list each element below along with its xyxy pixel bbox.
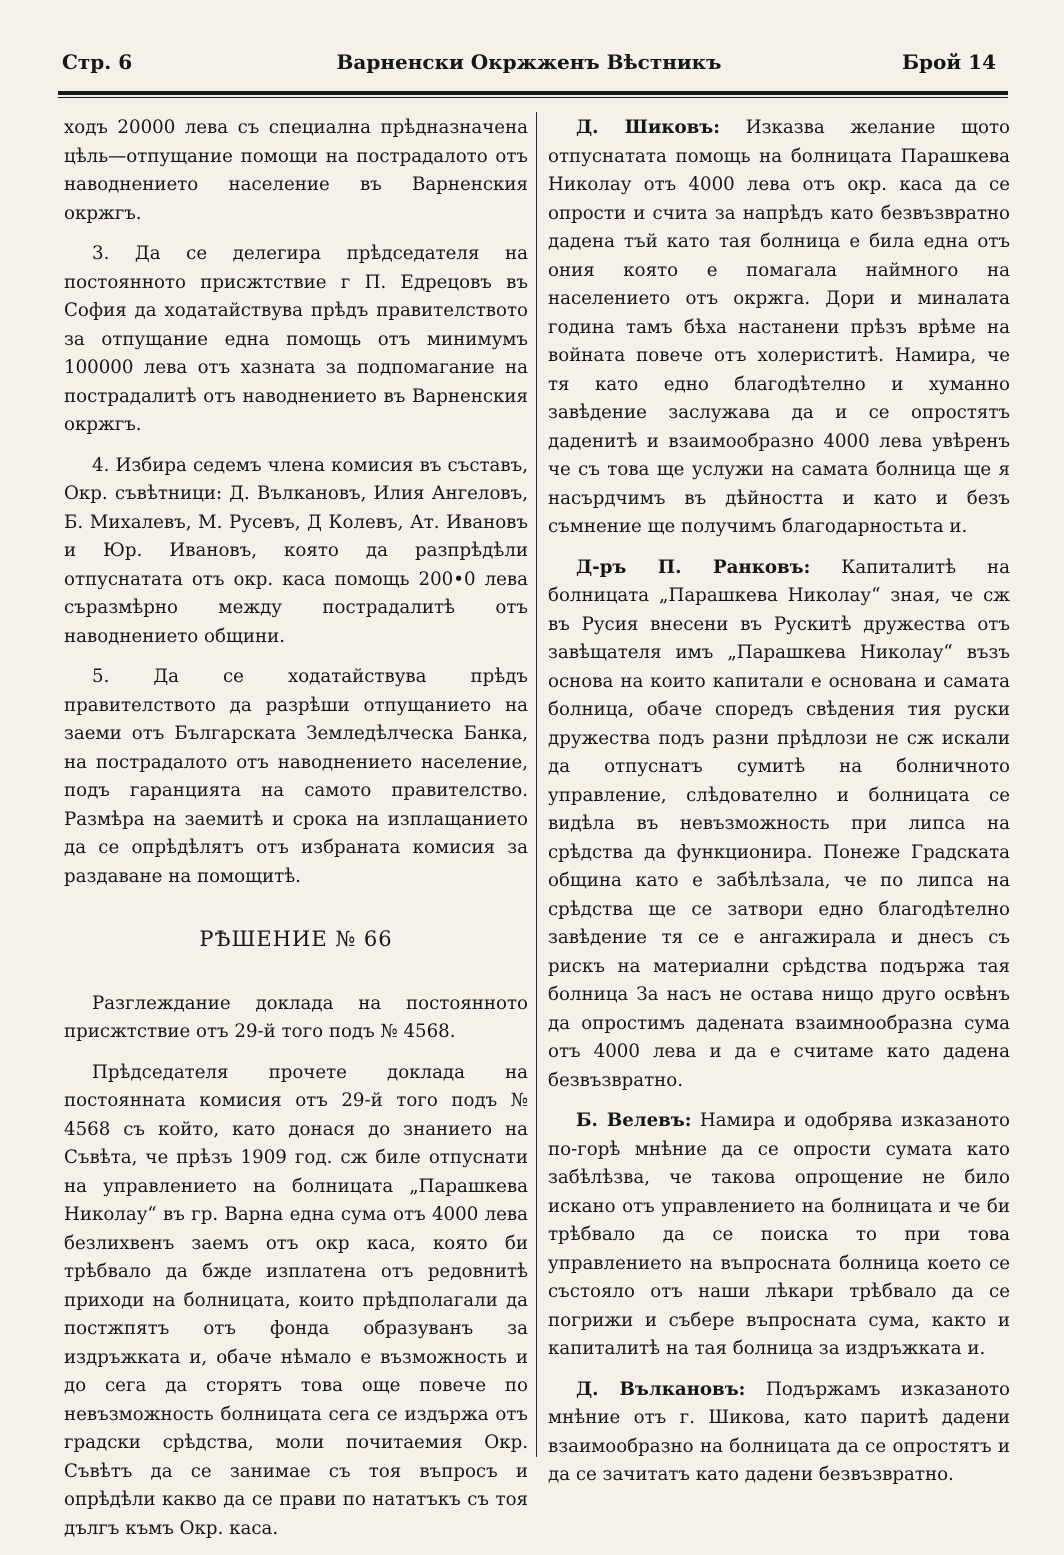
left-paragraph-6: Прѣдседателя прочете доклада на постоянната комисия отъ 29-й того подъ № 4568 съ който, като донася до знанието на Съвѣта, че прѣзъ 1909 год. сж биле отпуснати на управлението на болницата „Парашкева Николау“ въ гр. Варна една сума отъ 4000 лева безлихвенъ заемъ отъ окр каса, която би трѣбвало да бжде изплатена отъ редовнитѣ приходи на болницата, които прѣдполагали да постжпятъ отъ фонда образуванъ за издръжката и, обаче нѣмало е възможность и до сега да сторятъ това още повече по невъзможность болницата сега се издържа отъ градски срѣдства, моли почитаемия Окр. Съвѣтъ да се занимае съ тоя въпросъ и опрѣдѣли какво да се прави по нататъкъ съ тоя дългъ къмъ Окр. каса. bbox=[64, 1061, 528, 1539]
left-paragraph-3: 4. Избира седемъ члена комисия въ съставъ, Окр. съвѣтници: Д. Вълкановъ, Илия Ангеловъ, Б. Михалевъ, М. Русевъ, Д Колевъ, Ат. Ивановъ и Юр. Ивановъ, която да разпрѣдѣли отпуснатата отъ окр. каса помощь 200•0 лева съразмѣрно между пострадалитѣ отъ наводнението общини. bbox=[64, 454, 528, 647]
newspaper-title: Варненски Окржженъ Вѣстникъ bbox=[336, 50, 722, 74]
left-paragraph-2: 3. Да се делегира прѣдседателя на постоянното присжтствие г П. Едрецовъ въ София да ходатайствува прѣдъ правителството за отпущание една помощь отъ минимумъ 100000 лева отъ хазната за подпомагание на пострадалитѣ отъ наводнението въ Варненския окржгъ. bbox=[64, 243, 528, 435]
right-paragraph-4 bbox=[548, 1376, 1010, 1490]
left-paragraph-1: ходъ 20000 лева съ специална прѣдназначена цѣль—отпущание помощи на пострадалото отъ наводнението население въ Варненския окржгъ. bbox=[64, 117, 528, 224]
issue-number: Брой 14 bbox=[901, 50, 996, 74]
speaker-name: Д. Шиковъ: bbox=[576, 117, 720, 138]
left-paragraph-4: 5. Да се ходатайствува прѣдъ правителството да разрѣши отпущанието на заеми отъ Българската Земледѣлческа Банка, на пострадалото отъ наводнението население, подъ гаранцията на самото правителство. Размѣра на заемитѣ и срока на изплащанието да се опрѣдѣлятъ отъ избраната комисия за раздаване на помощитѣ. bbox=[64, 666, 528, 887]
header-rule-thin bbox=[58, 97, 1008, 98]
speaker-name: Б. Велевъ: bbox=[576, 1110, 692, 1131]
right-paragraph-3 bbox=[548, 1107, 1010, 1364]
column-divider bbox=[536, 112, 537, 1457]
page-header bbox=[58, 48, 1000, 88]
header-rule-thick bbox=[58, 91, 1008, 95]
right-paragraph-2 bbox=[548, 554, 1010, 1096]
left-column bbox=[64, 114, 528, 1555]
speech-text: Подържамъ изказаното мнѣние отъ г. Шикова, като паритѣ дадени взаимообразно на болницата да се опростятъ и да се зачитатъ като дадени безвъзвратно. bbox=[548, 1378, 1010, 1485]
resolution-heading: РѢШЕНИЕ № 66 bbox=[199, 927, 393, 951]
right-paragraph-1 bbox=[548, 114, 1010, 542]
speaker-name: Д. Вълкановъ: bbox=[576, 1378, 746, 1400]
page-number: Стр. 6 bbox=[62, 50, 133, 74]
left-paragraph-5: Разглеждание доклада на постоянното присжтствие отъ 29-й того подъ № 4568. bbox=[64, 992, 528, 1042]
speech-text: Намира и одобрява изказаното по-горѣ мнѣние да се опрости сумата като забѣлѣзва, че такова опрощение не било искано отъ управлението на болницата и че би трѣбвало да се поиска то при това управлението на въпросната болница което се състояло отъ наши лѣкари трѣбвало да се погрижи и събере въпросната сума, както и капиталитѣ на тая болница за издръжката и. bbox=[548, 1110, 1010, 1359]
speaker-name: Д-ръ П. Ранковъ: bbox=[576, 556, 811, 578]
speech-text: Изказва желание щото отпуснатата помощь на болницата Парашкева Николау отъ 4000 лева отъ окр. каса да се опрости и счита за напрѣдъ като безвъзвратно дадена тъй като тая болница е била една отъ ония която е помагала наймного на населението отъ окржга. Дори и миналата година тамъ бѣха настанени прѣзъ врѣме на войната повече отъ холериститѣ. Намира, че тя като едно благодѣтелно и хуманно завѣдение заслужава да и се опростятъ даденитѣ и взаимообразно 4000 лева увѣренъ че съ това ще услужи на самата болница ще я насърдчимъ въ дѣйността и като и безъ съмнение ще получимъ благодарностьта и. bbox=[548, 117, 1010, 537]
speech-text: Капиталитѣ на болницата „Парашкева Николау“ зная, че сж въ Русия внесени въ Рускитѣ дружества отъ завѣщателя имъ „Парашкева Николау“ възъ основа на които капитали е основана и самата болница, обаче споредъ свѣдения тия руски дружества подъ разни прѣдлози не сж искали да отпуснатъ сумитѣ на болничното управление, слѣдователно и болницата се видѣла въ невъзможность при липса на срѣдства да функционира. Понеже Градската община като е забѣлѣзала, че по липса на срѣдства ще се затвори едно благодѣтелно завѣдение тя се е ангажирала и днесъ съ рискъ на материални срѣдства подържа тая болница За насъ не остава нищо друго освѣнъ да опростимъ дадената взаимнообразна сума отъ 4000 лева и да е считаме като дадена безвъзвратно. bbox=[548, 556, 1010, 1091]
right-column bbox=[548, 114, 1010, 1502]
